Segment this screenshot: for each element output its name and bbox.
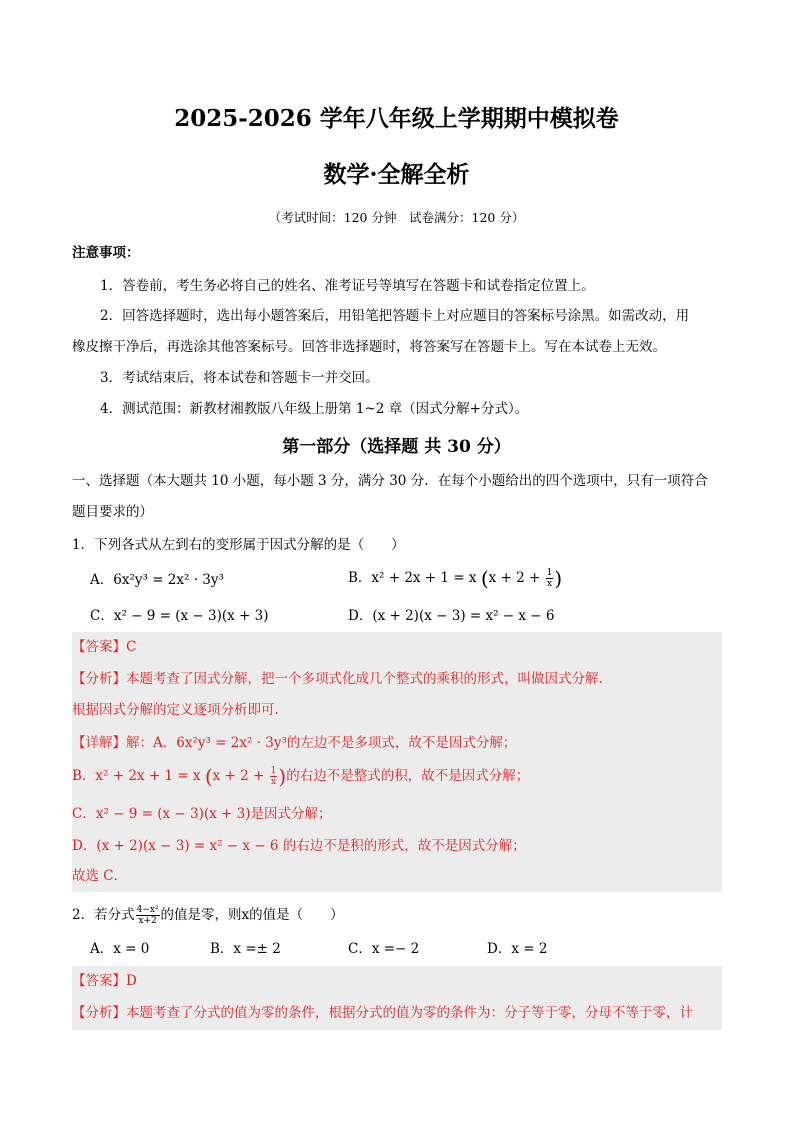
right-paren: ) [554, 566, 563, 591]
q1-detail-b [72, 766, 529, 787]
q1-detail-b-suffix: 的右边不是整式的积，故不是因式分解； [286, 768, 530, 784]
q1-analysis-cont: 根据因式分解的定义逐项分析即可. [72, 702, 279, 718]
q1-detail-b-inner: x + 2 + [212, 768, 265, 784]
q2-stem [72, 905, 344, 926]
exam-info: （考试时间：120 分钟 试卷满分：120 分） [268, 210, 525, 225]
q2-option-c: C．x =− 2 [348, 941, 420, 957]
fraction [546, 568, 554, 589]
q1-detail-b-prefix: B．x² + 2x + 1 = x [72, 768, 201, 784]
q1-conclusion: 故选 C． [72, 868, 128, 884]
fraction-numerator: 4−x² [136, 905, 159, 915]
q1-analysis: 【分析】本题考查了因式分解，把一个多项式化成几个整式的乘积的形式，叫做因式分解. [72, 671, 603, 687]
exam-subtitle: 数学·全解全析 [323, 161, 470, 188]
notice-item-3: 3．考试结束后，将本试卷和答题卡一并交回。 [100, 370, 379, 386]
fraction-denominator: x [270, 777, 277, 787]
q1-detail-c: C．x² − 9 = (x − 3)(x + 3)是因式分解； [72, 806, 332, 822]
q2-option-a: A．x = 0 [90, 941, 150, 957]
q2-stem-prefix: 2．若分式 [72, 907, 135, 923]
q2-analysis: 【分析】本题考查了分式的值为零的条件，根据分式的值为零的条件为：分子等于零，分母不等于零，计 [72, 1005, 693, 1021]
notice-item-4: 4．测试范围：新教材湘教版八年级上册第 1~2 章（因式分解+分式）。 [100, 401, 529, 417]
q1-option-b-prefix: B．x² + 2x + 1 = x [348, 570, 477, 586]
left-paren: ( [480, 566, 489, 591]
section-instruction: 一、选择题（本大题共 10 小题，每小题 3 分，满分 30 分．在每个小题给出的四个选项中，只有一项符合 [72, 473, 708, 489]
notice-heading: 注意事项： [72, 245, 140, 261]
q1-option-a: A．6x²y³ = 2x² · 3y³ [90, 572, 224, 588]
fraction-numerator: 1 [546, 568, 553, 578]
exam-title: 2025-2026 学年八年级上学期期中模拟卷 [174, 105, 619, 132]
fraction [136, 905, 160, 926]
q1-option-c: C．x² − 9 = (x − 3)(x + 3) [90, 608, 269, 624]
notice-item-2: 2．回答选择题时，选出每小题答案后，用铅笔把答题卡上对应题目的答案标号涂黑。如需改动，用 [100, 308, 690, 324]
q2-option-b: B．x =± 2 [210, 941, 281, 957]
q1-option-b [348, 568, 562, 589]
q2-option-d: D．x = 2 [487, 941, 548, 957]
q1-detail-d: D．(x + 2)(x − 3) = x² − x − 6 的右边不是积的形式，故不是因式分解； [72, 838, 526, 854]
q1-option-d: D．(x + 2)(x − 3) = x² − x − 6 [348, 608, 555, 624]
q1-stem: 1．下列各式从左到右的变形属于因式分解的是（ ） [72, 537, 405, 553]
fraction-denominator: x [546, 579, 553, 589]
q1-answer: 【答案】C [72, 639, 137, 655]
fraction-numerator: 1 [270, 766, 277, 776]
q2-answer: 【答案】D [72, 973, 137, 989]
fraction-denominator: x+2 [138, 916, 157, 926]
q1-detail-a: 【详解】解：A．6x²y³ = 2x² · 3y³的左边不是多项式，故不是因式分解； [72, 735, 517, 751]
section-title: 第一部分（选择题 共 30 分） [282, 437, 511, 457]
section-instruction-cont: 题目要求的） [72, 504, 153, 520]
notice-item-2-cont: 橡皮擦干净后，再选涂其他答案标号。回答非选择题时，将答案写在答题卡上。写在本试卷上无效。 [72, 339, 666, 355]
q1-option-b-inner: x + 2 + [488, 570, 541, 586]
left-paren: ( [204, 764, 213, 789]
fraction [270, 766, 278, 787]
notice-item-1: 1．答卷前，考生务必将自己的姓名、准考证号等填写在答题卡和试卷指定位置上。 [100, 278, 595, 294]
q2-stem-suffix: 的值是零，则x的值是（ ） [160, 907, 344, 923]
right-paren: ) [278, 764, 287, 789]
